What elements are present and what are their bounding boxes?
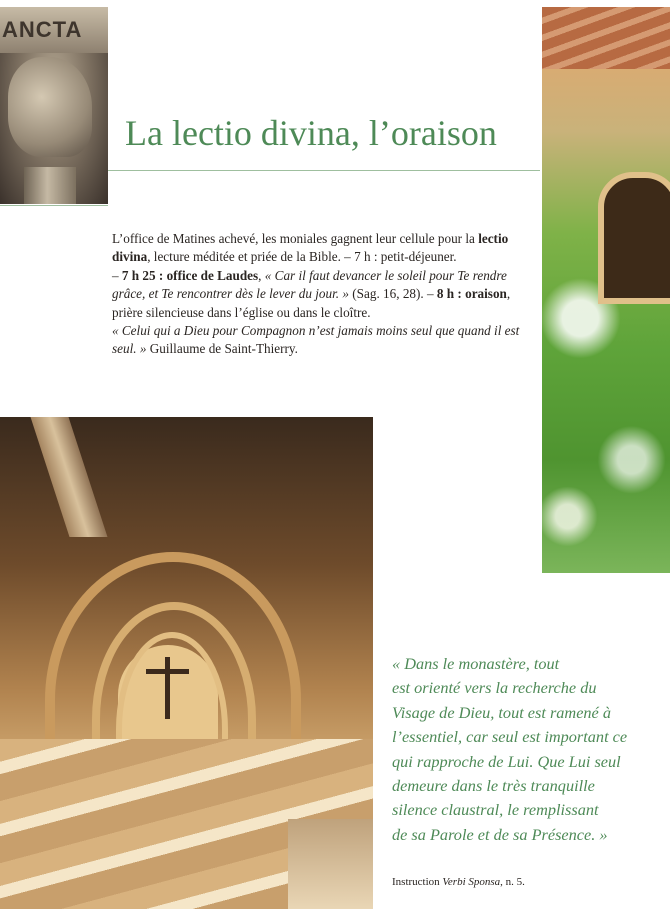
tile-roof: [542, 7, 670, 69]
page-title: La lectio divina, l’oraison: [125, 113, 497, 153]
source-suffix: , n. 5.: [500, 876, 525, 888]
intro-text: (Sag. 16, 28). –: [348, 286, 437, 302]
capital-column: [24, 167, 76, 204]
romanesque-capital-photo: [0, 7, 108, 204]
laudes-time: 7 h 25 : office de Laudes: [121, 267, 259, 283]
source-prefix: Instruction: [392, 876, 443, 888]
intro-attribution: Guillaume de Saint-Thierry.: [146, 341, 298, 357]
title-rule: [108, 170, 540, 171]
ceiling-beam: [31, 417, 108, 537]
lectio-divina-term: lectio divina: [112, 231, 509, 265]
pull-quote-line: qui rapproche de Lui. Que Lui seul: [392, 751, 621, 771]
intro-text: ,: [258, 267, 265, 283]
capital-inscription: ANCTA: [2, 17, 83, 42]
pull-quote-line: de sa Parole et de sa Présence. »: [392, 824, 608, 844]
intro-text: L’office de Matines achevé, les moniales gagnent leur cellule pour la: [112, 231, 479, 246]
pull-quote-source: [392, 876, 525, 888]
source-title: Verbi Sponsa: [442, 876, 501, 888]
pull-quote-line: l’essentiel, car seul est important ce: [392, 727, 628, 747]
pull-quote-line: demeure dans le très tranquille: [392, 776, 595, 796]
pull-quote-line: « Dans le monastère, tout: [392, 654, 560, 673]
pull-quote-line: est orienté vers la recherche du: [392, 678, 597, 698]
pull-quote-line: silence claustral, le remplissant: [392, 800, 599, 820]
intro-text: –: [112, 267, 122, 283]
stone-steps: [288, 819, 373, 909]
oraison-time: 8 h : oraison: [436, 286, 507, 302]
pull-quote-line: Visage de Dieu, tout est ramené à: [392, 702, 611, 722]
capital-carving: [8, 57, 92, 157]
pull-quote: [392, 652, 664, 847]
crucifix-arm: [146, 669, 189, 674]
intro-text: , lecture méditée et priée de la Bible. – 7 h : petit-déjeuner.: [147, 249, 457, 265]
garden-roses-photo: [542, 7, 670, 573]
crucifix: [165, 657, 170, 719]
title-rule-left: [0, 205, 108, 206]
cloister-corridor-photo: [0, 417, 373, 909]
sagesse-quote: « Car il faut devancer le soleil pour Te rendre grâce, et Te rencontrer dès le lever du jour. »: [112, 267, 507, 302]
garden-arch: [598, 172, 670, 304]
intro-paragraph: [112, 230, 532, 359]
capital-inscription-band: [0, 7, 108, 53]
saint-thierry-quote: « Celui qui a Dieu pour Compagnon n’est jamais moins seul que quand il est seul. »: [112, 323, 520, 357]
intro-text: , prière silencieuse dans l’église ou dans le cloître.: [112, 286, 511, 320]
